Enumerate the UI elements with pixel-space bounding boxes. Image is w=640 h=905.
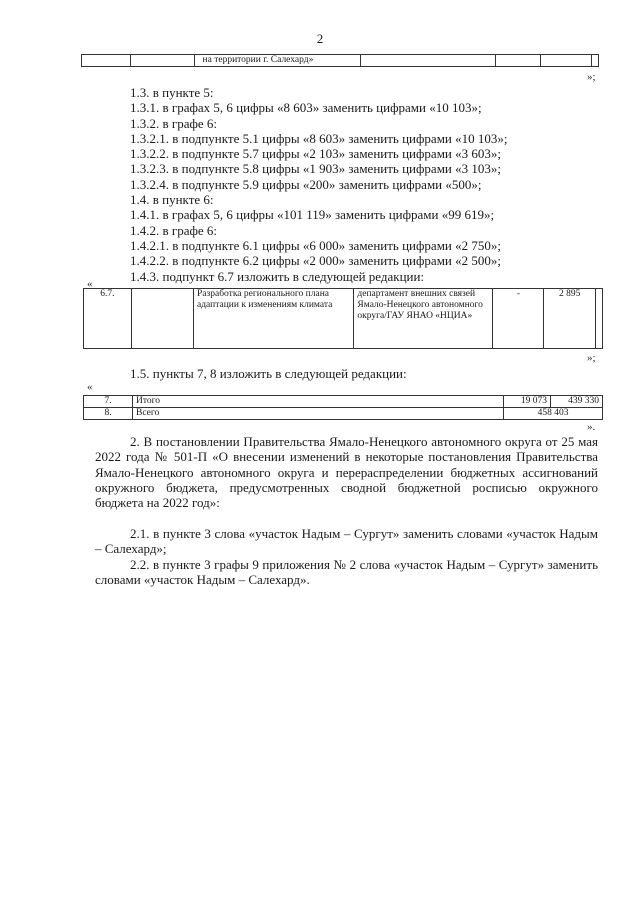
row-number: 7. bbox=[84, 396, 133, 408]
open-mark: « bbox=[87, 381, 93, 393]
close-mark: »; bbox=[587, 352, 596, 364]
amendment-line: 1.4.2.1. в подпункте 6.1 цифры «6 000» заменить цифрами «2 750»; bbox=[130, 237, 501, 253]
row-value: 458 403 bbox=[504, 408, 603, 420]
col-5-value: - bbox=[493, 289, 544, 349]
paragraph-2-2: 2.2. в пункте 3 графы 9 приложения № 2 слова «участок Надым – Сургут» заменить словами «участок Надым – Салехард». bbox=[95, 557, 598, 588]
close-mark: ». bbox=[587, 421, 596, 433]
row-value: 439 330 bbox=[551, 396, 603, 408]
close-mark: »; bbox=[587, 71, 596, 83]
row-number: 8. bbox=[84, 408, 133, 420]
amendment-line: 1.4.2. в графе 6: bbox=[130, 222, 218, 238]
amendment-line: 1.4. в пункте 6: bbox=[130, 192, 214, 208]
col-6-value: 2 895 bbox=[544, 289, 596, 349]
amendment-list bbox=[130, 85, 508, 284]
row-label: Всего bbox=[133, 408, 504, 420]
amendment-line: 1.3.2.3. в подпункте 5.8 цифры «1 903» заменить цифрами «3 103»; bbox=[130, 161, 501, 177]
page-number: 2 bbox=[316, 31, 324, 46]
amendment-line: 1.3. в пункте 5: bbox=[130, 85, 214, 100]
top-table bbox=[81, 54, 599, 67]
amendment-line: 1.3.2.2. в подпункте 5.7 цифры «2 103» заменить цифрами «3 603»; bbox=[130, 146, 501, 162]
amendment-line: 1.3.1. в графах 5, 6 цифры «8 603» заменить цифрами «10 103»; bbox=[130, 100, 482, 116]
row-number: 6.7. bbox=[84, 289, 132, 349]
top-table-text: на территории г. Салехард» bbox=[194, 55, 360, 67]
table-item-6-7 bbox=[83, 288, 603, 349]
amendment-line: 1.4.2.2. в подпункте 6.2 цифры «2 000» заменить цифрами «2 500»; bbox=[130, 253, 501, 269]
measure-title: Разработка регионального плана адаптации к изменениям климата bbox=[194, 289, 354, 349]
amendment-line: 1.3.2. в графе 6: bbox=[130, 115, 218, 131]
amendment-line: 1.5. пункты 7, 8 изложить в следующей редакции: bbox=[130, 366, 407, 381]
table-items-7-8 bbox=[83, 395, 603, 420]
amendment-line: 1.4.3. подпункт 6.7 изложить в следующей редакции: bbox=[130, 268, 425, 284]
row-value: 19 073 bbox=[504, 396, 551, 408]
paragraph-2: 2. В постановлении Правительства Ямало-Ненецкого автономного округа от 25 мая 2022 года № 501-П «О внесении изменений в некоторые постановления Правительства Ямало-Ненецкого автономного округа и перераспределении бюджетных ассигнований окружного бюджета, предусмотренных сводной бюджетной росписью окружного бюджета на 2022 год»: bbox=[95, 434, 598, 511]
amendment-line: 1.3.2.1. в подпункте 5.1 цифры «8 603» заменить цифрами «10 103»; bbox=[130, 130, 508, 146]
paragraph-2-1: 2.1. в пункте 3 слова «участок Надым – Сургут» заменить словами «участок Надым – Салехард»; bbox=[95, 526, 598, 557]
open-mark: « bbox=[87, 278, 93, 290]
amendment-line: 1.4.1. в графах 5, 6 цифры «101 119» заменить цифрами «99 619»; bbox=[130, 207, 495, 223]
row-label: Итого bbox=[133, 396, 504, 408]
amendment-line: 1.3.2.4. в подпункте 5.9 цифры «200» заменить цифрами «500»; bbox=[130, 176, 482, 192]
executor: департамент внешних связей Ямало-Ненецкого автономного округа/ГАУ ЯНАО «НЦИА» bbox=[354, 289, 493, 349]
